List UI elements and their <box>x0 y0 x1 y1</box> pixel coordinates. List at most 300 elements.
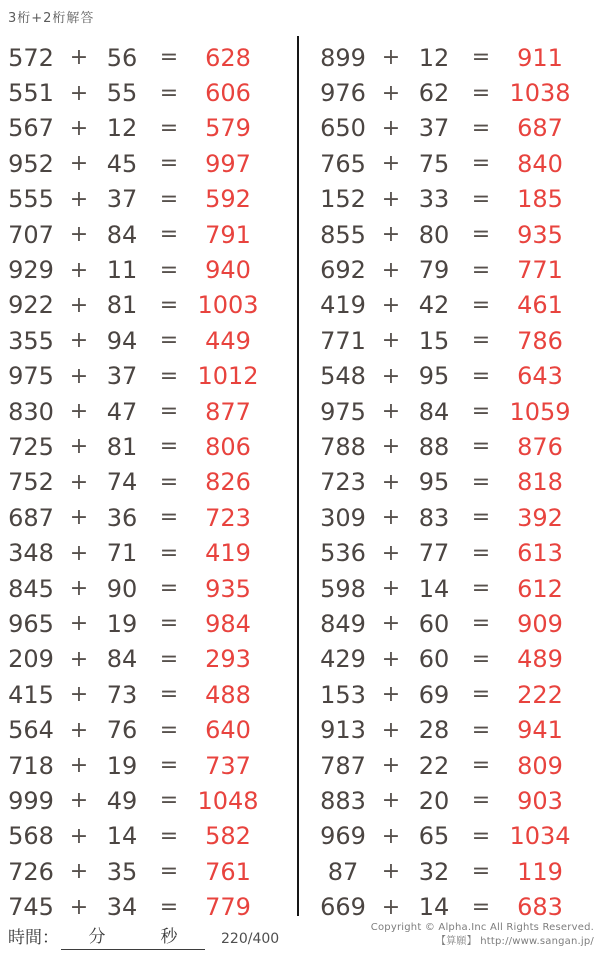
operand-b: 95 <box>418 468 450 497</box>
operand-b: 69 <box>418 680 450 709</box>
operand-a: 707 <box>8 220 54 249</box>
problem-column-right <box>314 40 600 925</box>
operand-a: 415 <box>8 680 54 709</box>
plus-sign: + <box>381 434 401 460</box>
equals-sign: = <box>159 788 179 814</box>
plus-sign: + <box>69 859 89 885</box>
operand-b: 37 <box>106 185 138 214</box>
answer-value: 771 <box>517 256 563 285</box>
operand-b: 12 <box>106 114 138 143</box>
equals-sign: = <box>471 328 491 354</box>
operand-a: 548 <box>320 362 366 391</box>
problem-row <box>314 40 600 75</box>
plus-sign: + <box>69 399 89 425</box>
equals-sign: = <box>471 186 491 212</box>
plus-sign: + <box>381 682 401 708</box>
operand-a: 429 <box>320 645 366 674</box>
operand-b: 45 <box>106 149 138 178</box>
answer-value: 687 <box>517 114 563 143</box>
answer-value: 1003 <box>197 291 259 320</box>
answer-value: 911 <box>517 43 563 72</box>
problem-row <box>314 571 600 606</box>
operand-b: 84 <box>106 645 138 674</box>
operand-b: 88 <box>418 432 450 461</box>
problem-row <box>314 323 600 358</box>
plus-sign: + <box>381 788 401 814</box>
answer-value: 984 <box>205 609 251 638</box>
answer-value: 779 <box>205 893 251 922</box>
problem-row <box>2 394 294 429</box>
answer-value: 935 <box>517 220 563 249</box>
operand-b: 94 <box>106 326 138 355</box>
operand-b: 14 <box>418 893 450 922</box>
plus-sign: + <box>69 788 89 814</box>
plus-sign: + <box>69 894 89 920</box>
problem-row <box>314 359 600 394</box>
operand-b: 34 <box>106 893 138 922</box>
problem-row <box>2 500 294 535</box>
answer-value: 613 <box>517 539 563 568</box>
operand-a: 845 <box>8 574 54 603</box>
operand-a: 687 <box>8 503 54 532</box>
operand-b: 42 <box>418 291 450 320</box>
answer-value: 1059 <box>509 397 571 426</box>
plus-sign: + <box>381 151 401 177</box>
operand-a: 855 <box>320 220 366 249</box>
equals-sign: = <box>159 469 179 495</box>
operand-a: 899 <box>320 43 366 72</box>
equals-sign: = <box>159 894 179 920</box>
equals-sign: = <box>471 505 491 531</box>
operand-b: 37 <box>418 114 450 143</box>
operand-a: 153 <box>320 680 366 709</box>
answer-value: 809 <box>517 751 563 780</box>
plus-sign: + <box>69 469 89 495</box>
operand-a: 752 <box>8 468 54 497</box>
plus-sign: + <box>69 80 89 106</box>
plus-sign: + <box>381 45 401 71</box>
equals-sign: = <box>471 540 491 566</box>
time-label: 時間： <box>8 928 59 948</box>
equals-sign: = <box>159 646 179 672</box>
operand-a: 551 <box>8 79 54 108</box>
plus-sign: + <box>69 363 89 389</box>
answer-value: 185 <box>517 185 563 214</box>
operand-a: 883 <box>320 786 366 815</box>
plus-sign: + <box>381 222 401 248</box>
operand-a: 771 <box>320 326 366 355</box>
operand-b: 14 <box>106 822 138 851</box>
operand-b: 81 <box>106 291 138 320</box>
operand-b: 84 <box>106 220 138 249</box>
problem-row <box>2 642 294 677</box>
problem-row <box>314 535 600 570</box>
operand-a: 725 <box>8 432 54 461</box>
problem-row <box>314 854 600 889</box>
equals-sign: = <box>471 80 491 106</box>
operand-a: 999 <box>8 786 54 815</box>
answer-value: 903 <box>517 786 563 815</box>
equals-sign: = <box>471 115 491 141</box>
operand-b: 11 <box>106 256 138 285</box>
problem-row <box>314 111 600 146</box>
answer-value: 612 <box>517 574 563 603</box>
operand-a: 348 <box>8 539 54 568</box>
equals-sign: = <box>159 753 179 778</box>
answer-value: 940 <box>205 256 251 285</box>
plus-sign: + <box>381 469 401 495</box>
copyright-block <box>371 921 594 949</box>
problem-row <box>2 40 294 75</box>
problem-row <box>2 819 294 854</box>
answer-value: 877 <box>205 397 251 426</box>
answer-value: 876 <box>517 432 563 461</box>
operand-b: 62 <box>418 79 450 108</box>
plus-sign: + <box>381 540 401 566</box>
answer-value: 1038 <box>509 79 571 108</box>
plus-sign: + <box>69 186 89 212</box>
answer-value: 488 <box>205 680 251 709</box>
time-blank-line <box>61 925 205 950</box>
problem-row <box>2 182 294 217</box>
equals-sign: = <box>159 328 179 354</box>
plus-sign: + <box>381 505 401 531</box>
operand-a: 787 <box>320 751 366 780</box>
equals-sign: = <box>159 823 179 849</box>
problem-row <box>2 712 294 747</box>
equals-sign: = <box>159 151 179 177</box>
answer-value: 683 <box>517 893 563 922</box>
equals-sign: = <box>471 823 491 849</box>
answer-value: 449 <box>205 326 251 355</box>
plus-sign: + <box>381 399 401 425</box>
operand-b: 84 <box>418 397 450 426</box>
operand-b: 14 <box>418 574 450 603</box>
operand-b: 90 <box>106 574 138 603</box>
plus-sign: + <box>69 257 89 283</box>
operand-a: 692 <box>320 256 366 285</box>
operand-a: 152 <box>320 185 366 214</box>
equals-sign: = <box>159 611 179 637</box>
equals-sign: = <box>159 45 179 71</box>
operand-a: 567 <box>8 114 54 143</box>
answer-value: 723 <box>205 503 251 532</box>
problem-row <box>314 642 600 677</box>
problem-row <box>2 359 294 394</box>
minutes-label: 分 <box>88 927 106 947</box>
problem-row <box>2 783 294 818</box>
operand-b: 76 <box>106 716 138 745</box>
operand-a: 952 <box>8 149 54 178</box>
answer-value: 997 <box>205 149 251 178</box>
plus-sign: + <box>69 434 89 460</box>
problem-row <box>2 889 294 924</box>
problem-row <box>314 819 600 854</box>
plus-sign: + <box>381 576 401 602</box>
answer-value: 461 <box>517 291 563 320</box>
problem-row <box>314 394 600 429</box>
answer-value: 582 <box>205 822 251 851</box>
operand-a: 355 <box>8 326 54 355</box>
problem-row <box>314 606 600 641</box>
equals-sign: = <box>159 505 179 531</box>
operand-a: 572 <box>8 43 54 72</box>
operand-a: 849 <box>320 609 366 638</box>
problem-row <box>2 677 294 712</box>
copyright-line2: 【算願】 http://www.sangan.jp/ <box>436 936 594 947</box>
operand-a: 913 <box>320 716 366 745</box>
answer-value: 489 <box>517 645 563 674</box>
problem-row <box>2 288 294 323</box>
plus-sign: + <box>69 328 89 354</box>
problem-row <box>314 465 600 500</box>
equals-sign: = <box>471 894 491 920</box>
operand-a: 564 <box>8 716 54 745</box>
operand-b: 81 <box>106 432 138 461</box>
operand-a: 965 <box>8 609 54 638</box>
problem-row <box>2 465 294 500</box>
operand-b: 32 <box>418 857 450 886</box>
plus-sign: + <box>381 328 401 354</box>
equals-sign: = <box>471 611 491 637</box>
operand-a: 598 <box>320 574 366 603</box>
problem-row <box>2 217 294 252</box>
answer-value: 640 <box>205 716 251 745</box>
operand-b: 20 <box>418 786 450 815</box>
answer-value: 761 <box>205 857 251 886</box>
operand-b: 83 <box>418 503 450 532</box>
operand-a: 975 <box>320 397 366 426</box>
operand-b: 12 <box>418 43 450 72</box>
plus-sign: + <box>381 186 401 212</box>
plus-sign: + <box>381 363 401 389</box>
operand-a: 726 <box>8 857 54 886</box>
problem-row <box>2 535 294 570</box>
answer-value: 941 <box>517 716 563 745</box>
operand-a: 555 <box>8 185 54 214</box>
plus-sign: + <box>381 257 401 283</box>
equals-sign: = <box>159 859 179 885</box>
problem-row <box>2 146 294 181</box>
operand-b: 95 <box>418 362 450 391</box>
plus-sign: + <box>381 292 401 318</box>
answer-value: 791 <box>205 220 251 249</box>
answer-value: 222 <box>517 680 563 709</box>
operand-b: 65 <box>418 822 450 851</box>
problem-row <box>314 677 600 712</box>
answer-value: 1034 <box>509 822 571 851</box>
equals-sign: = <box>471 469 491 495</box>
problem-row <box>314 748 600 783</box>
equals-sign: = <box>159 115 179 141</box>
equals-sign: = <box>159 257 179 283</box>
operand-b: 71 <box>106 539 138 568</box>
equals-sign: = <box>471 646 491 672</box>
equals-sign: = <box>159 186 179 212</box>
plus-sign: + <box>381 115 401 141</box>
plus-sign: + <box>381 611 401 637</box>
problem-row <box>314 500 600 535</box>
problem-row <box>314 288 600 323</box>
answer-value: 909 <box>517 609 563 638</box>
answer-value: 606 <box>205 79 251 108</box>
plus-sign: + <box>69 292 89 318</box>
plus-sign: + <box>381 646 401 672</box>
equals-sign: = <box>471 682 491 708</box>
plus-sign: + <box>69 576 89 602</box>
equals-sign: = <box>471 363 491 389</box>
equals-sign: = <box>471 434 491 460</box>
equals-sign: = <box>471 292 491 318</box>
operand-b: 28 <box>418 716 450 745</box>
answer-value: 935 <box>205 574 251 603</box>
operand-b: 37 <box>106 362 138 391</box>
problem-row <box>2 252 294 287</box>
answer-value: 119 <box>517 857 563 886</box>
equals-sign: = <box>471 788 491 814</box>
operand-b: 15 <box>418 326 450 355</box>
operand-a: 419 <box>320 291 366 320</box>
plus-sign: + <box>69 151 89 177</box>
answer-value: 818 <box>517 468 563 497</box>
answer-value: 579 <box>205 114 251 143</box>
answer-value: 392 <box>517 503 563 532</box>
problem-row <box>2 111 294 146</box>
problem-row <box>314 889 600 924</box>
equals-sign: = <box>471 399 491 425</box>
operand-a: 669 <box>320 893 366 922</box>
answer-value: 786 <box>517 326 563 355</box>
plus-sign: + <box>69 646 89 672</box>
operand-a: 929 <box>8 256 54 285</box>
operand-b: 49 <box>106 786 138 815</box>
problem-row <box>314 217 600 252</box>
operand-a: 830 <box>8 397 54 426</box>
operand-b: 74 <box>106 468 138 497</box>
equals-sign: = <box>159 576 179 602</box>
plus-sign: + <box>69 222 89 248</box>
problem-row <box>2 854 294 889</box>
plus-sign: + <box>69 505 89 531</box>
operand-a: 209 <box>8 645 54 674</box>
operand-a: 922 <box>8 291 54 320</box>
answer-value: 1048 <box>197 786 259 815</box>
plus-sign: + <box>69 753 89 778</box>
operand-b: 35 <box>106 857 138 886</box>
problem-column-left <box>2 40 294 925</box>
equals-sign: = <box>471 717 491 743</box>
operand-a: 718 <box>8 751 54 780</box>
equals-sign: = <box>159 682 179 708</box>
equals-sign: = <box>159 292 179 318</box>
copyright-line1: Copyright © Alpha.Inc All Rights Reserved. <box>370 922 594 933</box>
operand-b: 22 <box>418 751 450 780</box>
equals-sign: = <box>159 399 179 425</box>
answer-value: 826 <box>205 468 251 497</box>
operand-b: 60 <box>418 645 450 674</box>
answer-value: 592 <box>205 185 251 214</box>
operand-b: 56 <box>106 43 138 72</box>
answer-value: 643 <box>517 362 563 391</box>
plus-sign: + <box>69 611 89 637</box>
operand-b: 75 <box>418 149 450 178</box>
equals-sign: = <box>471 859 491 885</box>
answer-value: 419 <box>205 539 251 568</box>
answer-value: 628 <box>205 43 251 72</box>
operand-a: 87 <box>327 857 359 886</box>
problem-row <box>2 748 294 783</box>
equals-sign: = <box>159 363 179 389</box>
plus-sign: + <box>381 894 401 920</box>
plus-sign: + <box>69 823 89 849</box>
answer-value: 293 <box>205 645 251 674</box>
seconds-label: 秒 <box>160 927 178 947</box>
answer-value: 806 <box>205 432 251 461</box>
problem-row <box>314 182 600 217</box>
operand-a: 788 <box>320 432 366 461</box>
problem-row <box>2 429 294 464</box>
answer-value: 1012 <box>197 362 259 391</box>
problem-row <box>2 75 294 110</box>
answer-value: 737 <box>205 751 251 780</box>
problem-row <box>314 783 600 818</box>
equals-sign: = <box>159 540 179 566</box>
operand-b: 33 <box>418 185 450 214</box>
sheet-counter: 220/400 <box>221 931 280 947</box>
operand-a: 650 <box>320 114 366 143</box>
operand-b: 77 <box>418 539 450 568</box>
plus-sign: + <box>69 45 89 71</box>
equals-sign: = <box>471 151 491 177</box>
equals-sign: = <box>471 753 491 778</box>
plus-sign: + <box>69 540 89 566</box>
answer-value: 840 <box>517 149 563 178</box>
equals-sign: = <box>471 45 491 71</box>
operand-a: 723 <box>320 468 366 497</box>
equals-sign: = <box>471 576 491 602</box>
equals-sign: = <box>471 222 491 248</box>
operand-a: 765 <box>320 149 366 178</box>
plus-sign: + <box>381 753 401 778</box>
operand-b: 73 <box>106 680 138 709</box>
plus-sign: + <box>381 80 401 106</box>
problem-row <box>2 571 294 606</box>
equals-sign: = <box>159 717 179 743</box>
plus-sign: + <box>381 823 401 849</box>
equals-sign: = <box>471 257 491 283</box>
operand-a: 975 <box>8 362 54 391</box>
operand-a: 976 <box>320 79 366 108</box>
operand-a: 745 <box>8 893 54 922</box>
plus-sign: + <box>381 717 401 743</box>
operand-b: 19 <box>106 609 138 638</box>
problem-row <box>314 252 600 287</box>
operand-b: 55 <box>106 79 138 108</box>
plus-sign: + <box>381 859 401 885</box>
operand-b: 80 <box>418 220 450 249</box>
problem-row <box>2 323 294 358</box>
equals-sign: = <box>159 80 179 106</box>
operand-a: 536 <box>320 539 366 568</box>
operand-b: 36 <box>106 503 138 532</box>
operand-a: 309 <box>320 503 366 532</box>
operand-b: 79 <box>418 256 450 285</box>
problem-row <box>314 75 600 110</box>
problem-row <box>314 146 600 181</box>
operand-b: 19 <box>106 751 138 780</box>
operand-a: 568 <box>8 822 54 851</box>
equals-sign: = <box>159 434 179 460</box>
